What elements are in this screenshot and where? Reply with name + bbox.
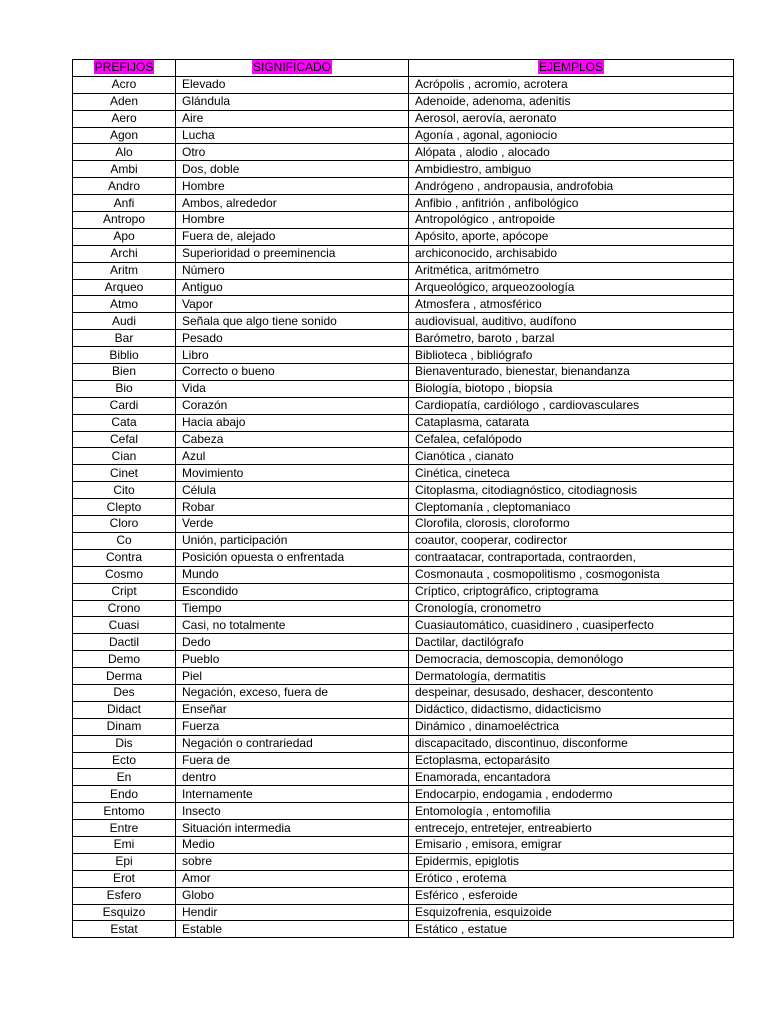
meaning-cell: Mundo (176, 566, 409, 583)
meaning-cell: Enseñar (176, 701, 409, 718)
table-row (73, 532, 734, 549)
table-row (73, 110, 734, 127)
meaning-cell: Casi, no totalmente (176, 617, 409, 634)
table-row (73, 516, 734, 533)
prefix-cell: Co (73, 532, 176, 549)
examples-cell: Alópata , alodio , alocado (409, 144, 734, 161)
table-row (73, 904, 734, 921)
meaning-cell: Cabeza (176, 431, 409, 448)
meaning-cell: Lucha (176, 127, 409, 144)
meaning-cell: Ambos, alrededor (176, 195, 409, 212)
header-cell-prefijos (73, 60, 176, 77)
header-significado: SIGNIFICADO (252, 60, 331, 75)
prefix-cell: Biblio (73, 347, 176, 364)
table-body (73, 76, 734, 937)
prefix-cell: Contra (73, 549, 176, 566)
meaning-cell: Internamente (176, 786, 409, 803)
prefix-cell: Dis (73, 735, 176, 752)
prefix-cell: Bar (73, 330, 176, 347)
meaning-cell: Aire (176, 110, 409, 127)
meaning-cell: Vida (176, 380, 409, 397)
examples-cell: Aritmética, aritmómetro (409, 262, 734, 279)
meaning-cell: Hombre (176, 178, 409, 195)
table-row (73, 600, 734, 617)
prefix-cell: Epi (73, 853, 176, 870)
prefix-cell: Entomo (73, 803, 176, 820)
table-row (73, 380, 734, 397)
examples-cell: Aerosol, aerovía, aeronato (409, 110, 734, 127)
table-row (73, 448, 734, 465)
examples-cell: Adenoide, adenoma, adenitis (409, 93, 734, 110)
meaning-cell: Escondido (176, 583, 409, 600)
meaning-cell: Piel (176, 668, 409, 685)
meaning-cell: Fuerza (176, 718, 409, 735)
examples-cell: Críptico, criptográfico, criptograma (409, 583, 734, 600)
prefix-cell: Ambi (73, 161, 176, 178)
table-row (73, 364, 734, 381)
examples-cell: Erótico , erotema (409, 870, 734, 887)
table-row (73, 296, 734, 313)
meaning-cell: sobre (176, 853, 409, 870)
table-header (73, 60, 734, 77)
examples-cell: Bienaventurado, bienestar, bienandanza (409, 364, 734, 381)
prefix-cell: Des (73, 684, 176, 701)
header-cell-significado (176, 60, 409, 77)
prefix-cell: Aden (73, 93, 176, 110)
table-row (73, 718, 734, 735)
table-row (73, 482, 734, 499)
meaning-cell: Libro (176, 347, 409, 364)
examples-cell: Ambidiestro, ambiguo (409, 161, 734, 178)
prefix-cell: Cata (73, 414, 176, 431)
table-row (73, 330, 734, 347)
prefix-cell: Atmo (73, 296, 176, 313)
examples-cell: Citoplasma, citodiagnóstico, citodiagnosis (409, 482, 734, 499)
table-row (73, 245, 734, 262)
table-row (73, 76, 734, 93)
meaning-cell: Fuera de, alejado (176, 228, 409, 245)
meaning-cell: Robar (176, 499, 409, 516)
table-row (73, 262, 734, 279)
examples-cell: Didáctico, didactismo, didacticismo (409, 701, 734, 718)
table-row (73, 195, 734, 212)
prefix-cell: Cardi (73, 397, 176, 414)
examples-cell: Ectoplasma, ectoparásito (409, 752, 734, 769)
table-row (73, 212, 734, 229)
prefix-cell: Cript (73, 583, 176, 600)
table-row (73, 144, 734, 161)
meaning-cell: Medio (176, 836, 409, 853)
table-row (73, 397, 734, 414)
examples-cell: Cleptomanía , cleptomaniaco (409, 499, 734, 516)
prefix-cell: Esquizo (73, 904, 176, 921)
meaning-cell: Dedo (176, 634, 409, 651)
prefix-cell: Agon (73, 127, 176, 144)
table-row (73, 161, 734, 178)
prefix-cell: Apo (73, 228, 176, 245)
meaning-cell: Pueblo (176, 651, 409, 668)
table-row (73, 279, 734, 296)
table-row (73, 820, 734, 837)
header-cell-ejemplos (409, 60, 734, 77)
prefix-cell: Cefal (73, 431, 176, 448)
meaning-cell: dentro (176, 769, 409, 786)
meaning-cell: Posición opuesta o enfrentada (176, 549, 409, 566)
examples-cell: Anfibio , anfitrión , anfibológico (409, 195, 734, 212)
examples-cell: Cefalea, cefalópodo (409, 431, 734, 448)
prefix-cell: Acro (73, 76, 176, 93)
table-row (73, 836, 734, 853)
table-row (73, 870, 734, 887)
prefix-cell: Cloro (73, 516, 176, 533)
prefix-cell: Ecto (73, 752, 176, 769)
examples-cell: Cinética, cineteca (409, 465, 734, 482)
prefix-cell: Entre (73, 820, 176, 837)
meaning-cell: Insecto (176, 803, 409, 820)
examples-cell: Biología, biotopo , biopsia (409, 380, 734, 397)
header-prefijos: PREFIJOS (94, 60, 154, 75)
examples-cell: Dermatología, dermatitis (409, 668, 734, 685)
table-row (73, 752, 734, 769)
header-ejemplos: EJEMPLOS (538, 60, 604, 75)
examples-cell: Antropológico , antropoide (409, 212, 734, 229)
meaning-cell: Situación intermedia (176, 820, 409, 837)
meaning-cell: Verde (176, 516, 409, 533)
examples-cell: discapacitado, discontinuo, disconforme (409, 735, 734, 752)
examples-cell: Enamorada, encantadora (409, 769, 734, 786)
table-row (73, 887, 734, 904)
prefix-cell: Antropo (73, 212, 176, 229)
examples-cell: Cataplasma, catarata (409, 414, 734, 431)
prefix-cell: Cinet (73, 465, 176, 482)
prefix-cell: Alo (73, 144, 176, 161)
table-row (73, 465, 734, 482)
meaning-cell: Pesado (176, 330, 409, 347)
examples-cell: Dactilar, dactilógrafo (409, 634, 734, 651)
table-row (73, 634, 734, 651)
prefix-table (72, 59, 734, 938)
prefix-cell: En (73, 769, 176, 786)
examples-cell: despeinar, desusado, deshacer, descontento (409, 684, 734, 701)
prefix-cell: Clepto (73, 499, 176, 516)
table-row (73, 93, 734, 110)
meaning-cell: Correcto o bueno (176, 364, 409, 381)
examples-cell: Esférico , esferoide (409, 887, 734, 904)
table-row (73, 431, 734, 448)
examples-cell: audiovisual, auditivo, audífono (409, 313, 734, 330)
prefix-cell: Didact (73, 701, 176, 718)
examples-cell: Acrópolis , acromio, acrotera (409, 76, 734, 93)
prefix-cell: Erot (73, 870, 176, 887)
meaning-cell: Amor (176, 870, 409, 887)
meaning-cell: Célula (176, 482, 409, 499)
examples-cell: Dinámico , dinamoeléctrica (409, 718, 734, 735)
prefix-cell: Estat (73, 921, 176, 938)
table-row (73, 668, 734, 685)
table-row (73, 127, 734, 144)
prefix-cell: Audi (73, 313, 176, 330)
examples-cell: coautor, cooperar, codirector (409, 532, 734, 549)
examples-cell: Estático , estatue (409, 921, 734, 938)
prefix-cell: Arqueo (73, 279, 176, 296)
examples-cell: Biblioteca , bibliógrafo (409, 347, 734, 364)
examples-cell: Cianótica , cianato (409, 448, 734, 465)
meaning-cell: Azul (176, 448, 409, 465)
examples-cell: Clorofila, clorosis, cloroformo (409, 516, 734, 533)
table-row (73, 684, 734, 701)
examples-cell: contraatacar, contraportada, contraorden, (409, 549, 734, 566)
meaning-cell: Negación o contrariedad (176, 735, 409, 752)
meaning-cell: Glándula (176, 93, 409, 110)
prefix-cell: Cosmo (73, 566, 176, 583)
prefix-cell: Aero (73, 110, 176, 127)
examples-cell: Apósito, aporte, apócope (409, 228, 734, 245)
examples-cell: Agonía , agonal, agoniocio (409, 127, 734, 144)
table-row (73, 583, 734, 600)
meaning-cell: Corazón (176, 397, 409, 414)
examples-cell: Cronología, cronometro (409, 600, 734, 617)
examples-cell: Atmosfera , atmosférico (409, 296, 734, 313)
meaning-cell: Hacia abajo (176, 414, 409, 431)
examples-cell: Endocarpio, endogamia , endodermo (409, 786, 734, 803)
prefix-cell: Andro (73, 178, 176, 195)
meaning-cell: Estable (176, 921, 409, 938)
meaning-cell: Negación, exceso, fuera de (176, 684, 409, 701)
table-row (73, 313, 734, 330)
table-row (73, 701, 734, 718)
table-row (73, 228, 734, 245)
table-row (73, 499, 734, 516)
meaning-cell: Hombre (176, 212, 409, 229)
examples-cell: Cuasiautomático, cuasidinero , cuasiperfecto (409, 617, 734, 634)
table-row (73, 921, 734, 938)
meaning-cell: Movimiento (176, 465, 409, 482)
prefix-cell: Anfi (73, 195, 176, 212)
meaning-cell: Hendir (176, 904, 409, 921)
examples-cell: Entomología , entomofilia (409, 803, 734, 820)
table-row (73, 803, 734, 820)
table-row (73, 651, 734, 668)
meaning-cell: Fuera de (176, 752, 409, 769)
table-row (73, 549, 734, 566)
table-row (73, 566, 734, 583)
prefix-cell: Cito (73, 482, 176, 499)
prefix-cell: Dactil (73, 634, 176, 651)
table-row (73, 769, 734, 786)
examples-cell: Epidermis, epiglotis (409, 853, 734, 870)
examples-cell: Emisario , emisora, emigrar (409, 836, 734, 853)
table-row (73, 617, 734, 634)
prefix-cell: Emi (73, 836, 176, 853)
table-row (73, 347, 734, 364)
meaning-cell: Tiempo (176, 600, 409, 617)
meaning-cell: Otro (176, 144, 409, 161)
prefix-cell: Endo (73, 786, 176, 803)
meaning-cell: Número (176, 262, 409, 279)
table-row (73, 735, 734, 752)
examples-cell: Cardiopatía, cardiólogo , cardiovasculares (409, 397, 734, 414)
table-row (73, 786, 734, 803)
meaning-cell: Señala que algo tiene sonido (176, 313, 409, 330)
prefix-cell: Crono (73, 600, 176, 617)
table-row (73, 853, 734, 870)
examples-cell: archiconocido, archisabido (409, 245, 734, 262)
meaning-cell: Unión, participación (176, 532, 409, 549)
meaning-cell: Antiguo (176, 279, 409, 296)
examples-cell: Arqueológico, arqueozoología (409, 279, 734, 296)
prefix-cell: Archi (73, 245, 176, 262)
prefix-cell: Aritm (73, 262, 176, 279)
prefix-cell: Derma (73, 668, 176, 685)
prefix-cell: Dinam (73, 718, 176, 735)
prefix-cell: Bio (73, 380, 176, 397)
prefix-cell: Demo (73, 651, 176, 668)
prefix-cell: Bien (73, 364, 176, 381)
meaning-cell: Dos, doble (176, 161, 409, 178)
meaning-cell: Globo (176, 887, 409, 904)
table-row (73, 414, 734, 431)
examples-cell: Democracia, demoscopia, demonólogo (409, 651, 734, 668)
meaning-cell: Elevado (176, 76, 409, 93)
table-row (73, 178, 734, 195)
meaning-cell: Superioridad o preeminencia (176, 245, 409, 262)
prefix-cell: Cuasi (73, 617, 176, 634)
examples-cell: Barómetro, baroto , barzal (409, 330, 734, 347)
examples-cell: Andrógeno , andropausia, androfobia (409, 178, 734, 195)
header-row (73, 60, 734, 77)
meaning-cell: Vapor (176, 296, 409, 313)
examples-cell: Cosmonauta , cosmopolitismo , cosmogonista (409, 566, 734, 583)
prefix-cell: Esfero (73, 887, 176, 904)
prefix-cell: Cian (73, 448, 176, 465)
examples-cell: entrecejo, entretejer, entreabierto (409, 820, 734, 837)
examples-cell: Esquizofrenia, esquizoide (409, 904, 734, 921)
